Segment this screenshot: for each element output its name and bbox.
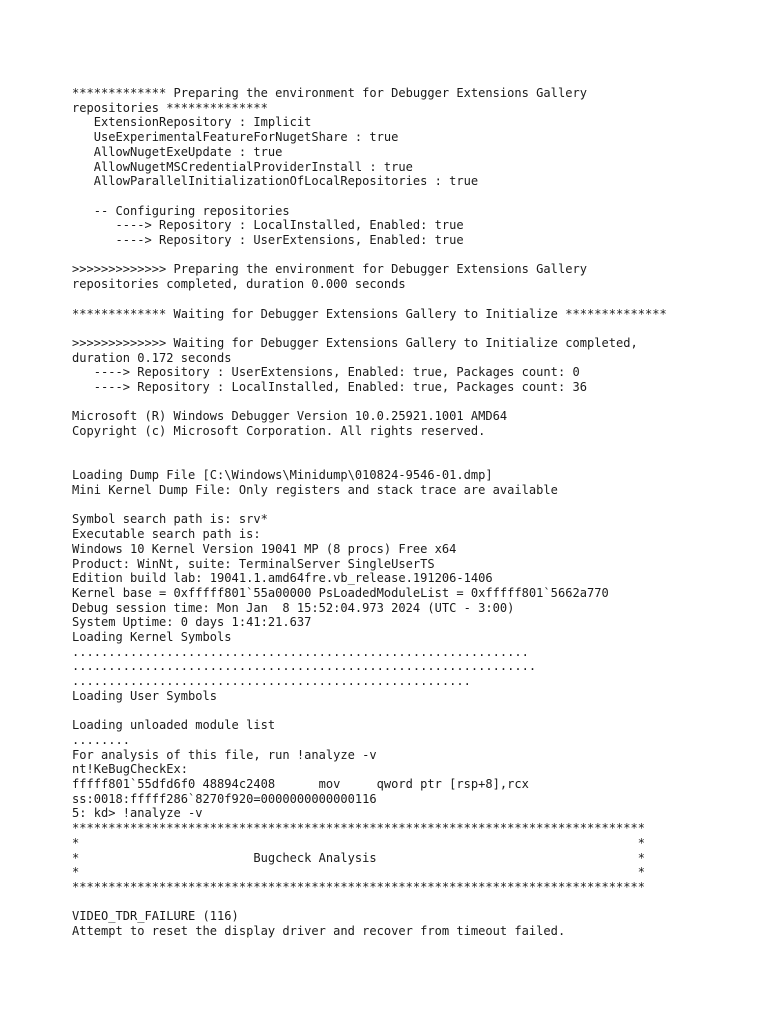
log-line bbox=[72, 189, 732, 204]
log-line: Symbol search path is: srv* bbox=[72, 512, 268, 527]
log-line: ........ bbox=[72, 732, 131, 747]
log-line: >>>>>>>>>>>>> Preparing the environment for Debugger Extensions Gallery bbox=[72, 262, 587, 277]
log-line: Loading Dump File [C:\Windows\Minidump\010824-9546-01.dmp] bbox=[72, 468, 493, 483]
log-line bbox=[72, 498, 732, 513]
log-line: -- Configuring repositories bbox=[72, 203, 290, 218]
log-line: ....................................................... bbox=[72, 674, 471, 689]
log-line: Microsoft (R) Windows Debugger Version 10.0.25921.1001 AMD64 bbox=[72, 409, 508, 424]
log-line: repositories ************** bbox=[72, 100, 268, 115]
log-line: repositories completed, duration 0.000 seconds bbox=[72, 277, 406, 292]
log-line: AllowParallelInitializationOfLocalRepositories : true bbox=[72, 174, 479, 189]
log-line: nt!KeBugCheckEx: bbox=[72, 762, 189, 777]
log-line: Copyright (c) Microsoft Corporation. All rights reserved. bbox=[72, 424, 486, 439]
log-line: ----> Repository : UserExtensions, Enabled: true bbox=[72, 233, 464, 248]
log-line bbox=[72, 895, 732, 910]
log-line: ************* Preparing the environment for Debugger Extensions Gallery bbox=[72, 86, 587, 100]
log-line bbox=[72, 248, 732, 263]
log-line: ----> Repository : LocalInstalled, Enabled: true, Packages count: 36 bbox=[72, 380, 587, 395]
log-line: UseExperimentalFeatureForNugetShare : true bbox=[72, 130, 399, 145]
log-line: >>>>>>>>>>>>> Waiting for Debugger Extensions Gallery to Initialize completed, bbox=[72, 335, 638, 350]
log-line: Windows 10 Kernel Version 19041 MP (8 procs) Free x64 bbox=[72, 541, 457, 556]
log-line: ss:0018:fffff286`8270f920=0000000000000116 bbox=[72, 791, 377, 806]
log-line: AllowNugetExeUpdate : true bbox=[72, 144, 283, 159]
log-line: 5: kd> !analyze -v bbox=[72, 806, 203, 821]
log-line: Kernel base = 0xfffff801`55a00000 PsLoadedModuleList = 0xfffff801`5662a770 bbox=[72, 585, 609, 600]
log-line: VIDEO_TDR_FAILURE (116) bbox=[72, 909, 239, 924]
log-line: * * bbox=[72, 835, 645, 850]
log-line: * Bugcheck Analysis * bbox=[72, 850, 645, 865]
log-line: Attempt to reset the display driver and recover from timeout failed. bbox=[72, 924, 566, 939]
document-page bbox=[72, 86, 732, 939]
log-line: ----> Repository : UserExtensions, Enabled: true, Packages count: 0 bbox=[72, 365, 580, 380]
log-line: ExtensionRepository : Implicit bbox=[72, 115, 312, 130]
log-line: Product: WinNt, suite: TerminalServer SingleUserTS bbox=[72, 556, 435, 571]
log-line: Loading unloaded module list bbox=[72, 718, 276, 733]
log-line: duration 0.172 seconds bbox=[72, 350, 232, 365]
log-line: ----> Repository : LocalInstalled, Enabled: true bbox=[72, 218, 464, 233]
log-line: ............................................................... bbox=[72, 644, 529, 659]
log-line: ************* Waiting for Debugger Extensions Gallery to Initialize ************** bbox=[72, 306, 667, 321]
log-line bbox=[72, 454, 732, 469]
log-line: ******************************************************************************* bbox=[72, 879, 645, 894]
log-line: Loading User Symbols bbox=[72, 688, 218, 703]
log-line: * * bbox=[72, 865, 645, 880]
log-line: Edition build lab: 19041.1.amd64fre.vb_release.191206-1406 bbox=[72, 571, 493, 586]
log-line: fffff801`55dfd6f0 48894c2408 mov qword ptr [rsp+8],rcx bbox=[72, 777, 529, 792]
log-line bbox=[72, 439, 732, 454]
log-line bbox=[72, 292, 732, 307]
log-line: For analysis of this file, run !analyze -v bbox=[72, 747, 377, 762]
log-line: System Uptime: 0 days 1:41:21.637 bbox=[72, 615, 312, 630]
log-line: AllowNugetMSCredentialProviderInstall : true bbox=[72, 159, 413, 174]
log-line: Executable search path is: bbox=[72, 527, 261, 542]
log-line: ******************************************************************************* bbox=[72, 821, 645, 836]
log-line: Loading Kernel Symbols bbox=[72, 630, 232, 645]
log-line: Debug session time: Mon Jan 8 15:52:04.973 2024 (UTC - 3:00) bbox=[72, 600, 515, 615]
log-line bbox=[72, 704, 732, 719]
log-line bbox=[72, 395, 732, 410]
debugger-log bbox=[72, 86, 732, 939]
log-line bbox=[72, 321, 732, 336]
log-line: Mini Kernel Dump File: Only registers and stack trace are available bbox=[72, 482, 558, 497]
log-line: ................................................................ bbox=[72, 659, 537, 674]
